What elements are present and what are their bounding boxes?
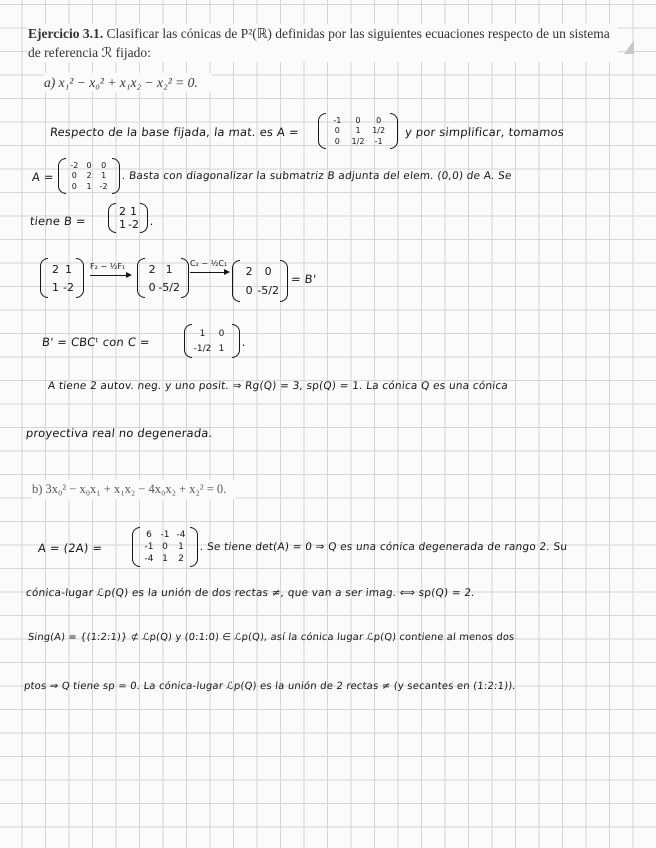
matrix-cell: 1/2 xyxy=(372,126,386,136)
hw-a-line2-right: . Basta con diagonalizar la submatriz B adjunta del elem. (0,0) de A. Se xyxy=(121,170,513,182)
hw-a-bprime-left: B' = CBCᵗ con C = xyxy=(41,335,151,349)
matrix-cell: 1 xyxy=(130,205,137,218)
matrix-cell: 2 xyxy=(148,262,156,276)
exercise-statement: Clasificar las cónicas de P²(ℝ) definidas por las siguientes ecuaciones respecto de un sistema de referencia ℛ fijado: xyxy=(28,26,610,60)
hw-b-line1-right: . Se tiene det(A) = 0 ⇒ Q es una cónica degenerada de rango 2. Su xyxy=(199,541,568,553)
matrix-cell: -1/2 xyxy=(193,343,212,354)
matrix-cell: -5/2 xyxy=(257,284,279,297)
matrix-cell: 2 xyxy=(119,205,126,218)
hw-a-line2-left: A = xyxy=(31,170,55,184)
matrix-cell: 1/2 xyxy=(351,137,365,147)
hw-b-line2: cónica-lugar ℒp(Q) es la unión de dos rectas ≠, que van a ser imag. ⟺ sp(Q) = 2. xyxy=(25,587,476,599)
hw-b-line4: ptos ⇒ Q tiene sp = 0. La cónica-lugar ℒp(Q) es la unión de 2 rectas ≠ (y secantes en (1:2:1)). xyxy=(23,681,517,692)
page-corner-mark xyxy=(624,40,634,54)
part-a-equation: a) x₁² − x₀² + x₁x₂ − x₂² = 0. xyxy=(44,73,212,92)
matrix-b-prime xyxy=(232,260,288,302)
matrix-cell: -2 xyxy=(70,160,79,170)
matrix-cell: -1 xyxy=(374,137,383,147)
matrix-cell: 0 xyxy=(264,265,272,278)
matrix-cell: -1 xyxy=(333,115,342,125)
matrix-cell: 2 xyxy=(245,265,253,278)
matrix-cell: 1 xyxy=(178,542,184,552)
matrix-cell: 1 xyxy=(199,328,206,339)
hw-a-line1-right: y por simplificar, tomamos xyxy=(404,125,565,139)
matrix-cell: 1 xyxy=(355,126,361,136)
hw-a-line1-left: Respecto de la base fijada, la mat. es A = xyxy=(49,125,300,139)
matrix-cell: 0 xyxy=(218,328,225,339)
hw-a-ops-result: = B' xyxy=(290,272,317,286)
matrix-cell: 0 xyxy=(101,160,107,170)
matrix-cell: -1 xyxy=(160,530,170,540)
matrix-cell: 0 xyxy=(245,284,253,297)
matrix-cell: 0 xyxy=(162,542,168,552)
matrix-cell: 1 xyxy=(119,218,126,231)
matrix-cell: 2 xyxy=(178,554,184,564)
matrix-cell: -4 xyxy=(144,554,154,564)
matrix-c xyxy=(184,324,240,358)
matrix-cell: 1 xyxy=(101,171,107,181)
exercise-label: Ejercicio 3.1. xyxy=(28,26,104,41)
matrix-cell: 0 xyxy=(148,280,156,294)
matrix-cell: 6 xyxy=(146,530,152,540)
matrix-cell: 0 xyxy=(71,171,77,181)
matrix-cell: 1 xyxy=(165,262,173,276)
matrix-cell: 1 xyxy=(65,262,72,276)
matrix-cell: -2 xyxy=(63,280,74,294)
matrix-cell: 1 xyxy=(218,343,225,354)
matrix-cell: 1 xyxy=(162,554,168,564)
matrix-b-step1 xyxy=(137,258,189,298)
matrix-cell: -5/2 xyxy=(158,280,180,294)
matrix-cell: 1 xyxy=(86,182,92,192)
matrix-2a xyxy=(132,527,198,567)
hw-a-bprime-right: . xyxy=(241,335,247,349)
matrix-a-original xyxy=(318,113,398,149)
matrix-cell: 1 xyxy=(52,280,59,294)
matrix-a-scaled xyxy=(58,158,120,194)
matrix-cell: 0 xyxy=(355,115,361,125)
matrix-cell: -2 xyxy=(99,182,108,192)
matrix-cell: 0 xyxy=(334,137,340,147)
row-operation-label: F₂ − ½F₁ xyxy=(90,262,126,271)
hw-b-line1-left: A = (2A) = xyxy=(37,541,104,555)
hw-b-line3: Sing(A) = {(1:2:1)} ⊄ ℒp(Q) y (0:1:0) ∈ ℒp(Q), así la cónica lugar ℒp(Q) contiene al menos dos xyxy=(27,632,515,643)
exercise-header xyxy=(28,24,618,62)
column-operation-label: C₂ − ½C₁ xyxy=(190,259,228,268)
matrix-cell: 0 xyxy=(334,126,340,136)
matrix-cell: -4 xyxy=(176,530,186,540)
hw-a-conclusion1: A tiene 2 autov. neg. y uno posit. ⇒ Rg(Q) = 3, sp(Q) = 1. La cónica Q es una cónica xyxy=(47,380,509,392)
matrix-cell: 0 xyxy=(86,160,92,170)
matrix-cell: 0 xyxy=(376,115,382,125)
matrix-b xyxy=(108,203,148,233)
matrix-cell: 2 xyxy=(52,262,59,276)
part-b-equation: b) 3x₀² − x₀x₁ + x₁x₂ − 4x₀x₂ + x₂² = 0. xyxy=(32,480,236,499)
hw-a-conclusion2: proyectiva real no degenerada. xyxy=(25,426,214,440)
hw-a-line3-right: . xyxy=(149,214,155,228)
matrix-cell: 0 xyxy=(71,182,77,192)
matrix-cell: -2 xyxy=(128,218,139,231)
matrix-b-ops-start xyxy=(40,258,84,298)
hw-a-line3-left: tiene B = xyxy=(29,214,87,228)
matrix-cell: 2 xyxy=(86,171,92,181)
matrix-cell: -1 xyxy=(144,542,154,552)
